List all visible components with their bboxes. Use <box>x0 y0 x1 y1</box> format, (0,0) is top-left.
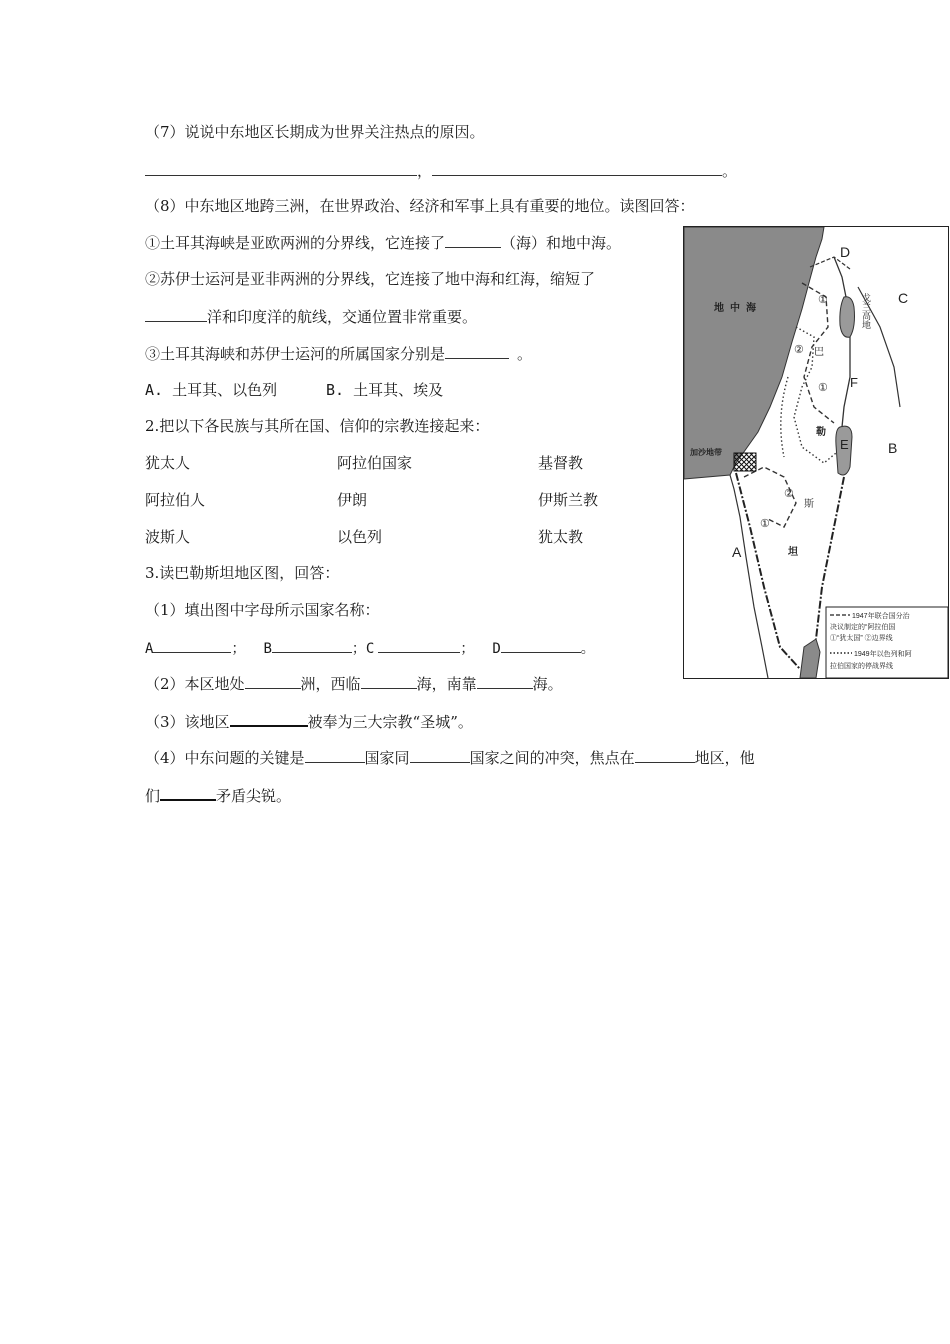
p3-blank[interactable] <box>230 710 308 727</box>
p4-text-b: 国家同 <box>364 749 410 767</box>
legend-line-3: ①“犹太国” ②边界线 <box>830 635 893 642</box>
country-1[interactable]: 阿拉伯国家 <box>337 454 413 472</box>
q8-statement-1 <box>145 232 621 253</box>
circled-2-a: ② <box>794 343 804 356</box>
circled-1-b: ① <box>818 381 828 394</box>
p4-blank-4[interactable] <box>160 784 216 801</box>
blank-a[interactable] <box>153 637 231 653</box>
q7-end: 。 <box>722 162 738 180</box>
p4-blank-2[interactable] <box>410 747 470 763</box>
p4-text-c: 国家之间的冲突，焦点在 <box>469 749 635 767</box>
country-3[interactable]: 以色列 <box>337 528 383 546</box>
q8-s3-blank[interactable] <box>445 343 509 359</box>
p2-text-c: 海，南靠 <box>416 675 477 693</box>
q3-part-4-cont <box>145 784 291 806</box>
q7-sep: ， <box>417 162 433 180</box>
sep-3: ； <box>460 641 475 657</box>
p2-text-a: （2）本区地处 <box>145 675 245 693</box>
gaza-label: 加沙地带 <box>690 448 722 457</box>
q3-part-3 <box>145 710 473 732</box>
p3-text-a: （3）该地区 <box>145 713 230 731</box>
q8-option-a: A. 土耳其、以色列 <box>145 381 278 399</box>
p2-text-d: 海。 <box>532 675 563 693</box>
golan-label: 戈兰高地 <box>861 293 871 329</box>
q8-s2-blank[interactable] <box>145 306 207 322</box>
sea-label: 地中海 <box>714 303 762 314</box>
q8-s2-tail: 洋和印度洋的航线，交通位置非常重要。 <box>207 308 478 326</box>
q3-part-2 <box>145 673 563 694</box>
blank-d[interactable] <box>501 637 581 653</box>
letter-f: F <box>850 375 858 390</box>
p2-text-b: 洲，西临 <box>300 675 361 693</box>
q8-s3-text: ③土耳其海峡和苏伊士运河的所属国家分别是 <box>145 345 446 363</box>
q8-option-b: B. 土耳其、埃及 <box>326 381 444 399</box>
label-b: B <box>263 641 272 657</box>
religion-2[interactable]: 伊斯兰教 <box>538 491 599 509</box>
sep-1: ； <box>231 641 246 657</box>
legend-line-1: 1947年联合国分治 <box>852 613 910 620</box>
map-svg <box>684 227 948 678</box>
q3-title: 3.读巴勒斯坦地区图，回答： <box>145 564 340 582</box>
q8-s1-tail: （海）和地中海。 <box>501 234 622 252</box>
q3-part-4 <box>145 747 755 768</box>
galilee-lake <box>840 297 855 338</box>
legend-line-4: 1949年以色列和阿 <box>854 651 912 658</box>
p4-text-e: 们 <box>145 787 161 805</box>
q7-blank-1[interactable] <box>145 160 417 176</box>
q3-part-1-blanks <box>145 637 595 659</box>
letter-c: C <box>898 290 909 306</box>
label-d: D <box>492 641 501 657</box>
p2-blank-1[interactable] <box>245 673 301 689</box>
label-a: A <box>145 641 154 657</box>
p4-blank-1[interactable] <box>305 747 365 763</box>
q8-statement-2b <box>145 306 477 327</box>
blank-b[interactable] <box>272 637 352 653</box>
q8-s1-blank[interactable] <box>445 232 501 248</box>
q7-blank-2[interactable] <box>432 160 722 176</box>
gaza-strip-area <box>734 453 756 471</box>
q7-answer-line <box>145 160 737 181</box>
region-char-2: 勒 <box>816 427 826 438</box>
q2-title: 2.把以下各民族与其所在国、信仰的宗教连接起来： <box>145 417 490 435</box>
p4-blank-3[interactable] <box>635 747 695 763</box>
circled-2-b: ② <box>784 487 794 500</box>
q8-s1-text: ①土耳其海峡是亚欧两洲的分界线，它连接了 <box>145 234 446 252</box>
region-char-1: 巴 <box>814 347 824 358</box>
palestine-map <box>683 226 949 679</box>
blank-c[interactable] <box>378 637 460 653</box>
gulf-aqaba <box>800 639 820 678</box>
q8-s3-tail: 。 <box>517 345 533 363</box>
p4-text-d: 地区，他 <box>694 749 755 767</box>
letter-e: E <box>840 437 849 452</box>
letter-b: B <box>888 440 898 456</box>
region-char-4: 坦 <box>788 547 798 558</box>
armistice-line-2 <box>781 377 788 457</box>
jordan-river <box>834 257 850 427</box>
p3-text-b: 被奉为三大宗教“圣城”。 <box>307 713 473 731</box>
country-2[interactable]: 伊朗 <box>337 491 368 509</box>
region-char-3: 斯 <box>804 499 814 510</box>
circled-1-a: ① <box>818 293 828 306</box>
q3-part-1: （1）填出图中字母所示国家名称： <box>145 601 380 619</box>
religion-1[interactable]: 基督教 <box>538 454 584 472</box>
p4-text-f: 矛盾尖锐。 <box>216 787 292 805</box>
q7-prompt: （7）说说中东地区长期成为世界关注热点的原因。 <box>145 123 485 141</box>
people-3[interactable]: 波斯人 <box>145 528 191 546</box>
sinai-border <box>736 473 800 669</box>
coastline <box>730 475 768 678</box>
legend-line-5: 拉伯国家的停战界线 <box>830 663 893 670</box>
letter-a: A <box>732 544 742 560</box>
religion-3[interactable]: 犹太教 <box>538 528 584 546</box>
q8-statement-2a: ②苏伊士运河是亚非两洲的分界线，它连接了地中海和红海，缩短了 <box>145 270 596 288</box>
q8-statement-3 <box>145 343 532 364</box>
q8-intro: （8）中东地区地跨三洲，在世界政治、经济和军事上具有重要的地位。读图回答： <box>145 197 695 215</box>
circled-1-c: ① <box>760 517 770 530</box>
people-1[interactable]: 犹太人 <box>145 454 191 472</box>
end: 。 <box>580 641 595 657</box>
people-2[interactable]: 阿拉伯人 <box>145 491 206 509</box>
p2-blank-2[interactable] <box>361 673 417 689</box>
legend-line-2: 决议制定的“阿拉伯国 <box>830 624 896 631</box>
p4-text-a: （4）中东问题的关键是 <box>145 749 305 767</box>
letter-d: D <box>840 244 851 260</box>
p2-blank-3[interactable] <box>477 673 533 689</box>
sep-2: ；C <box>351 641 375 657</box>
